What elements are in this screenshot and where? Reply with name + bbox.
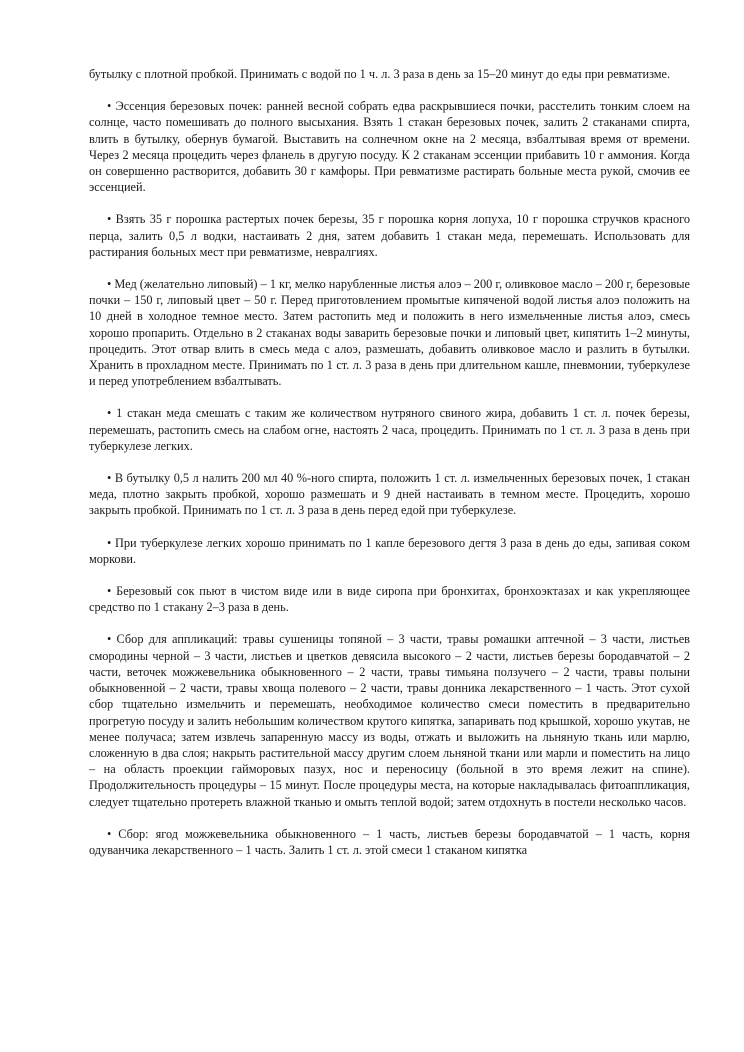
- document-page: [89, 66, 690, 858]
- paragraph-birch-sap: • Березовый сок пьют в чистом виде или в виде сиропа при бронхитах, бронхоэктазах и как укрепляющее средство по 1 стакану 2–3 раза в день.: [89, 584, 690, 615]
- paragraph-honey-aloe: • Мед (желательно липовый) – 1 кг, мелко нарубленные листья алоэ – 200 г, оливковое масло – 200 г, березовые почки – 150 г, липовый цвет – 50 г. Перед приготовлением промытые кипяченой водой листья алоэ положить на 10 дней в холодное темное место. Затем растопить мед и положить в него измельченные листья алоэ, смесь хорошо пропарить. Отдельно в 2 стаканах воды заварить березовые почки и липовый цвет, кипятить 1–2 минуты, процедить. Этот отвар влить в смесь меда с алоэ, размешать, добавить оливковое масло и разлить в бутылки. Хранить в прохладном месте. Принимать по 1 ст. л. 3 раза в день при длительном кашле, пневмонии, туберкулезе и перед употреблением взбалтывать.: [89, 277, 690, 389]
- paragraph-continuation: бутылку с плотной пробкой. Принимать с водой по 1 ч. л. 3 раза в день за 15–20 минут до еды при ревматизме.: [89, 67, 671, 81]
- paragraph-birch-tar: • При туберкулезе легких хорошо принимать по 1 капле березового дегтя 3 раза в день до еды, запивая соком моркови.: [89, 535, 690, 566]
- paragraph-application-collection: • Сбор для аппликаций: травы сушеницы топяной – 3 части, травы ромашки аптечной – 3 части, листьев смородины черной – 3 части, листьев и цветков девясила высокого – 2 части, листьев березы бородавчатой – 2 части, веточек можжевельника обыкновенного – 2 части, травы тимьяна ползучего – 2 части, травы полыни обыкновенной – 2 части, травы хвоща полевого – 2 части, травы донника лекарственного – 1 часть. Этот сухой сбор тщательно измельчить и перемешать, необходимое количество смеси поместить в предварительно прогретую посуду и залить небольшим количеством крутого кипятка, запаривать под крышкой, хорошо укутав, не менее получаса; затем извлечь запаренную массу из воды, отжать и выложить на льняную ткань или марлю, сложенную в два слоя; накрыть растительной массу другим слоем льняной ткани или марли и поместить на лицо – на область проекции гайморовых пазух, нос и переносицу (больной в это время лежит на спине). Продолжительность процедуры – 15 минут. После процедуры места, на которые накладывалась фитоаппликация, следует тщательно протереть влажной тканью и омыть теплой водой; затем отдохнуть в постели несколько часов.: [89, 632, 690, 809]
- paragraph-honey-fat: • 1 стакан меда смешать с таким же количеством нутряного свиного жира, добавить 1 ст. л. почек березы, перемешать, растопить смесь на слабом огне, настоять 2 часа, процедить. Принимать по 1 ст. л. 3 раза в день при туберкулезе легких.: [89, 406, 690, 453]
- paragraph-juniper-collection: • Сбор: ягод можжевельника обыкновенного – 1 часть, листьев березы бородавчатой – 1 часть, корня одуванчика лекарственного – 1 часть. Залить 1 ст. л. этой смеси 1 стаканом кипятка: [89, 826, 690, 857]
- paragraph-birch-bud-essence: • Эссенция березовых почек: ранней весной собрать едва раскрывшиеся почки, расстелить тонким слоем на солнце, часто помешивать до полного высыхания. Взять 1 стакан березовых почек, залить 2 стаканами спирта, влить в бутылку, обернув бумагой. Выставить на солнечном окне на 2 месяца, взбалтывая время от времени. Через 2 месяца процедить через фланель в другую посуду. К 2 стаканам эссенции прибавить 10 г аммония. Когда он совершенно растворится, добавить 30 г камфоры. При ревматизме растирать больные места рукой, смочив ее эссенцией.: [89, 99, 690, 195]
- paragraph-birch-bud-powder: • Взять 35 г порошка растертых почек березы, 35 г порошка корня лопуха, 10 г порошка стручков красного перца, залить 0,5 л водки, настаивать 2 дня, затем добавить 1 стакан меда, перемешать. Использовать для растирания больных мест при ревматизме, невралгиях.: [89, 212, 690, 259]
- paragraph-honey-spirit: • В бутылку 0,5 л налить 200 мл 40 %-ного спирта, положить 1 ст. л. измельченных березовых почек, 1 стакан меда, плотно закрыть пробкой, хорошо размешать и 9 дней настаивать в темном месте. Процедить, хорошо закрыть пробкой. Принимать по 1 ст. л. 3 раза в день перед едой при туберкулезе.: [89, 471, 690, 518]
